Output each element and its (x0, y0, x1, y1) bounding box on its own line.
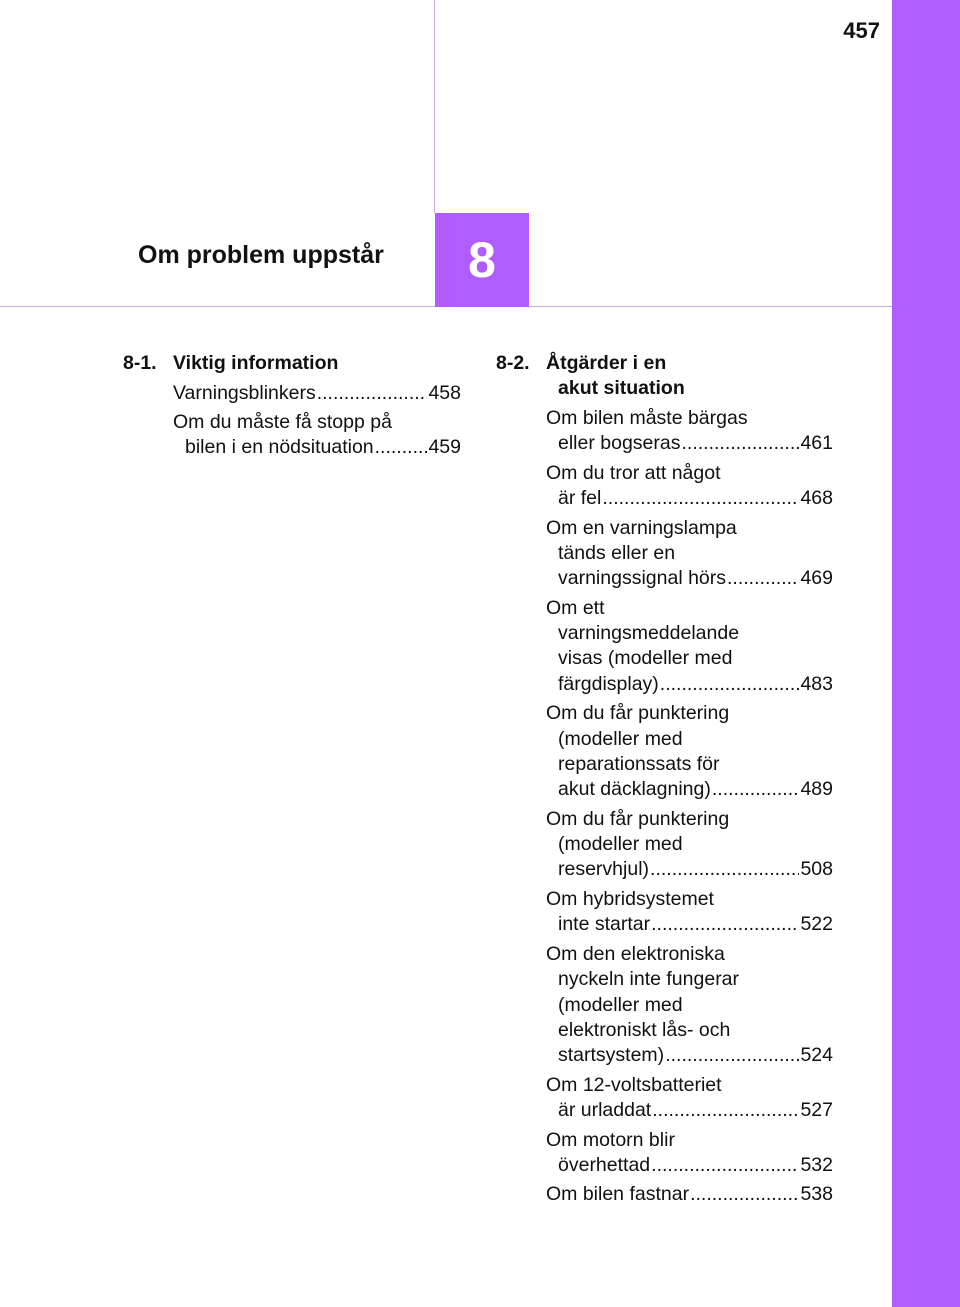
toc-entries (173, 381, 461, 461)
toc-entry-text: startsystem) (558, 1044, 665, 1067)
toc-page-number: 489 (800, 778, 833, 801)
toc-entry (546, 1128, 833, 1179)
dot-leader (651, 1153, 799, 1178)
toc-entry-text: Om du måste få stopp på (173, 411, 392, 434)
toc-page-number: 524 (800, 1044, 833, 1067)
dot-leader (317, 381, 428, 406)
toc-entry-text: bilen i en nödsituation (185, 436, 374, 459)
toc-entry-text: reparationssats för (558, 752, 720, 775)
section-title: Åtgärder i en (546, 352, 667, 374)
toc-entry-text: Om 12-voltsbatteriet (546, 1073, 722, 1096)
toc-entry-text: Varningsblinkers (173, 381, 316, 404)
header-divider-vertical (434, 0, 435, 213)
toc-entry-text: är urladdat (558, 1098, 652, 1121)
toc-entry-text: överhettad (558, 1153, 651, 1176)
toc-section-8-1 (123, 351, 461, 461)
toc-entry-line (546, 1182, 833, 1207)
toc-entry-text: akut däcklagning) (558, 778, 711, 801)
toc-entry-line (546, 672, 833, 697)
toc-page-number: 459 (428, 436, 461, 459)
dot-leader (651, 912, 799, 937)
toc-entry (546, 1182, 833, 1207)
toc-page-number: 468 (800, 487, 833, 510)
toc-entry-text: Om bilen måste bärgas (546, 406, 748, 429)
chapter-title: Om problem uppstår (138, 241, 384, 269)
toc-entry-line (546, 431, 833, 456)
dot-leader (660, 672, 800, 697)
toc-page-number: 538 (800, 1183, 833, 1206)
dot-leader (665, 1043, 799, 1068)
toc-page-number: 532 (800, 1153, 833, 1176)
toc-page-number: 469 (800, 567, 833, 590)
toc-entry-text: elektroniskt lås- och (558, 1018, 731, 1041)
section-body (173, 351, 461, 461)
toc-entry-text: tänds eller en (558, 541, 676, 564)
toc-page-number: 508 (800, 858, 833, 881)
section-title: akut situation (558, 377, 685, 400)
toc-entry-text: eller bogseras (558, 432, 681, 455)
dot-leader (602, 486, 799, 511)
dot-leader (690, 1182, 799, 1207)
toc-entry-text: Om du får punktering (546, 807, 730, 830)
toc-section-8-2 (496, 351, 833, 1208)
dot-leader (650, 857, 799, 882)
chapter-number-box (435, 213, 529, 307)
toc-entry-text: Om ett (546, 596, 605, 619)
toc-entry-text: nyckeln inte fungerar (558, 968, 740, 991)
toc-entry (546, 942, 833, 1068)
toc-entry (546, 701, 833, 802)
toc-entry-text: Om hybridsystemet (546, 888, 714, 911)
toc-entry (546, 887, 833, 938)
toc-page-number: 458 (428, 381, 461, 404)
toc-entry-line (546, 857, 833, 882)
toc-entry-text: visas (modeller med (558, 647, 733, 670)
toc-entry-line (173, 435, 461, 460)
section-body (546, 351, 833, 1208)
toc-entry-text: Om motorn blir (546, 1128, 675, 1151)
toc-entry (546, 516, 833, 592)
dot-leader (712, 777, 800, 802)
toc-page-number: 483 (800, 672, 833, 695)
dot-leader (727, 566, 799, 591)
dot-leader (375, 435, 428, 460)
toc-entry (546, 596, 833, 697)
toc-page-number: 527 (800, 1098, 833, 1121)
toc-entry-line (546, 566, 833, 591)
toc-entry-text: varningssignal hörs (558, 567, 727, 590)
toc-entry-text: (modeller med (558, 727, 683, 750)
toc-entry (546, 461, 833, 512)
toc-entry-line (546, 486, 833, 511)
toc-entry-line (546, 1098, 833, 1123)
toc-entry-text: reservhjul) (558, 858, 650, 881)
dot-leader (681, 431, 799, 456)
section-title: Viktig information (173, 352, 339, 374)
toc-entry (173, 410, 461, 461)
toc-entry-line (546, 912, 833, 937)
toc-entry-text: Om du tror att något (546, 461, 721, 484)
toc-entries (546, 406, 833, 1208)
toc-entry (546, 406, 833, 457)
toc-entry-text: varningsmeddelande (558, 622, 740, 645)
toc-entry-text: inte startar (558, 913, 651, 936)
toc-entry-line (173, 381, 461, 406)
toc-entry-text: Om du får punktering (546, 702, 730, 725)
toc-entry-text: (modeller med (558, 993, 683, 1016)
toc-page-number: 461 (800, 432, 833, 455)
toc-page-number: 522 (800, 913, 833, 936)
toc-entry-text: är fel (558, 487, 602, 510)
toc-entry-text: Om den elektroniska (546, 942, 725, 965)
dot-leader (652, 1098, 799, 1123)
chapter-number: 8 (468, 232, 496, 288)
toc-entry (546, 1073, 833, 1124)
section-number: 8-1. (123, 352, 157, 374)
toc-entry-line (546, 1043, 833, 1068)
toc-entry-line (546, 1153, 833, 1178)
toc-entry-text: färgdisplay) (558, 672, 659, 695)
section-number: 8-2. (496, 352, 530, 374)
chapter-side-tab (892, 0, 960, 1307)
toc-entry (173, 381, 461, 406)
toc-entry-line (546, 777, 833, 802)
page-number: 457 (843, 18, 880, 43)
toc-entry-text: Om en varningslampa (546, 516, 737, 539)
toc-entry-text: (modeller med (558, 833, 683, 856)
toc-entry (546, 807, 833, 883)
toc-entry-text: Om bilen fastnar (546, 1183, 690, 1206)
